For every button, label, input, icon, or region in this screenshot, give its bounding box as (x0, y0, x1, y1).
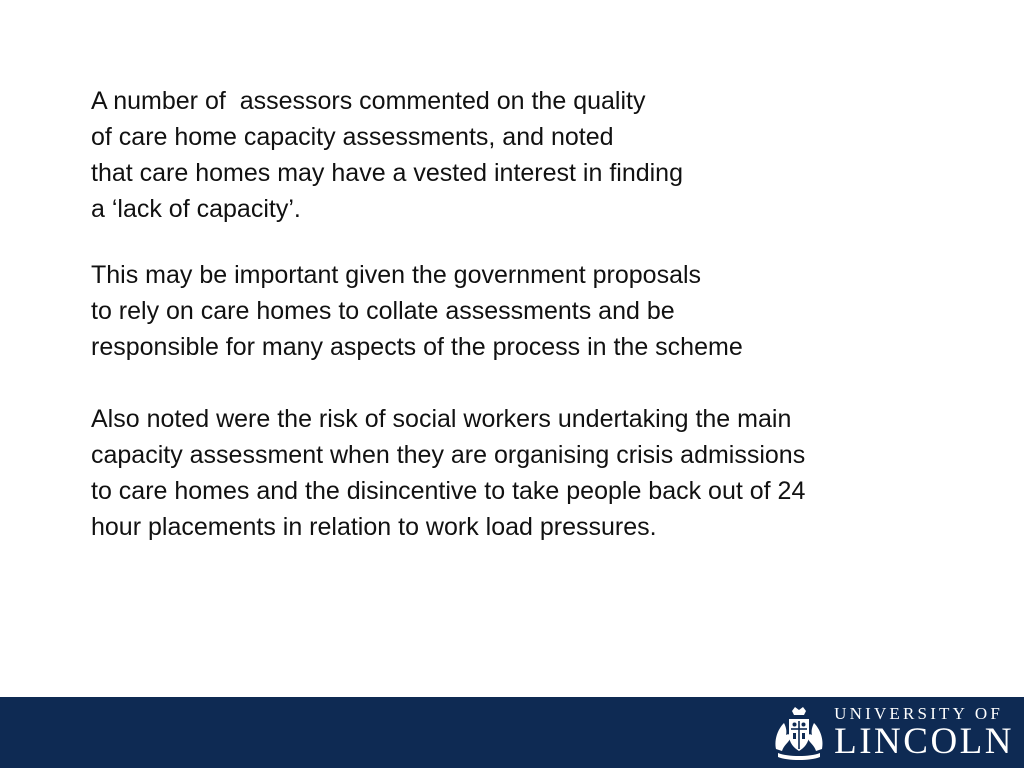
text-line: responsible for many aspects of the process in the scheme (91, 333, 743, 361)
text-line: This may be important given the government proposals (91, 261, 702, 289)
text-line: A number of assessors commented on the quality (91, 87, 646, 115)
paragraph-1 (91, 83, 991, 227)
text-line: of care home capacity assessments, and noted (91, 123, 614, 151)
university-logo (772, 705, 1014, 761)
text-line: that care homes may have a vested interest in finding (91, 159, 683, 187)
paragraph-2 (91, 257, 991, 365)
slide-body (91, 83, 991, 545)
logo-text-university-of: UNIVERSITY OF (834, 704, 1004, 723)
text-line: capacity assessment when they are organising crisis admissions (91, 441, 806, 469)
paragraph-3 (91, 401, 991, 545)
text-line: hour placements in relation to work load pressures. (91, 513, 657, 541)
footer-bar (0, 697, 1024, 768)
logo-wordmark (834, 705, 1014, 761)
logo-text-lincoln: LINCOLN (834, 721, 1014, 762)
text-line: Also noted were the risk of social workers undertaking the main (91, 405, 792, 433)
text-line: a ‘lack of capacity’. (91, 195, 301, 223)
text-line: to care homes and the disincentive to take people back out of 24 (91, 477, 806, 505)
text-line: to rely on care homes to collate assessments and be (91, 297, 675, 325)
university-crest-icon (772, 705, 826, 761)
